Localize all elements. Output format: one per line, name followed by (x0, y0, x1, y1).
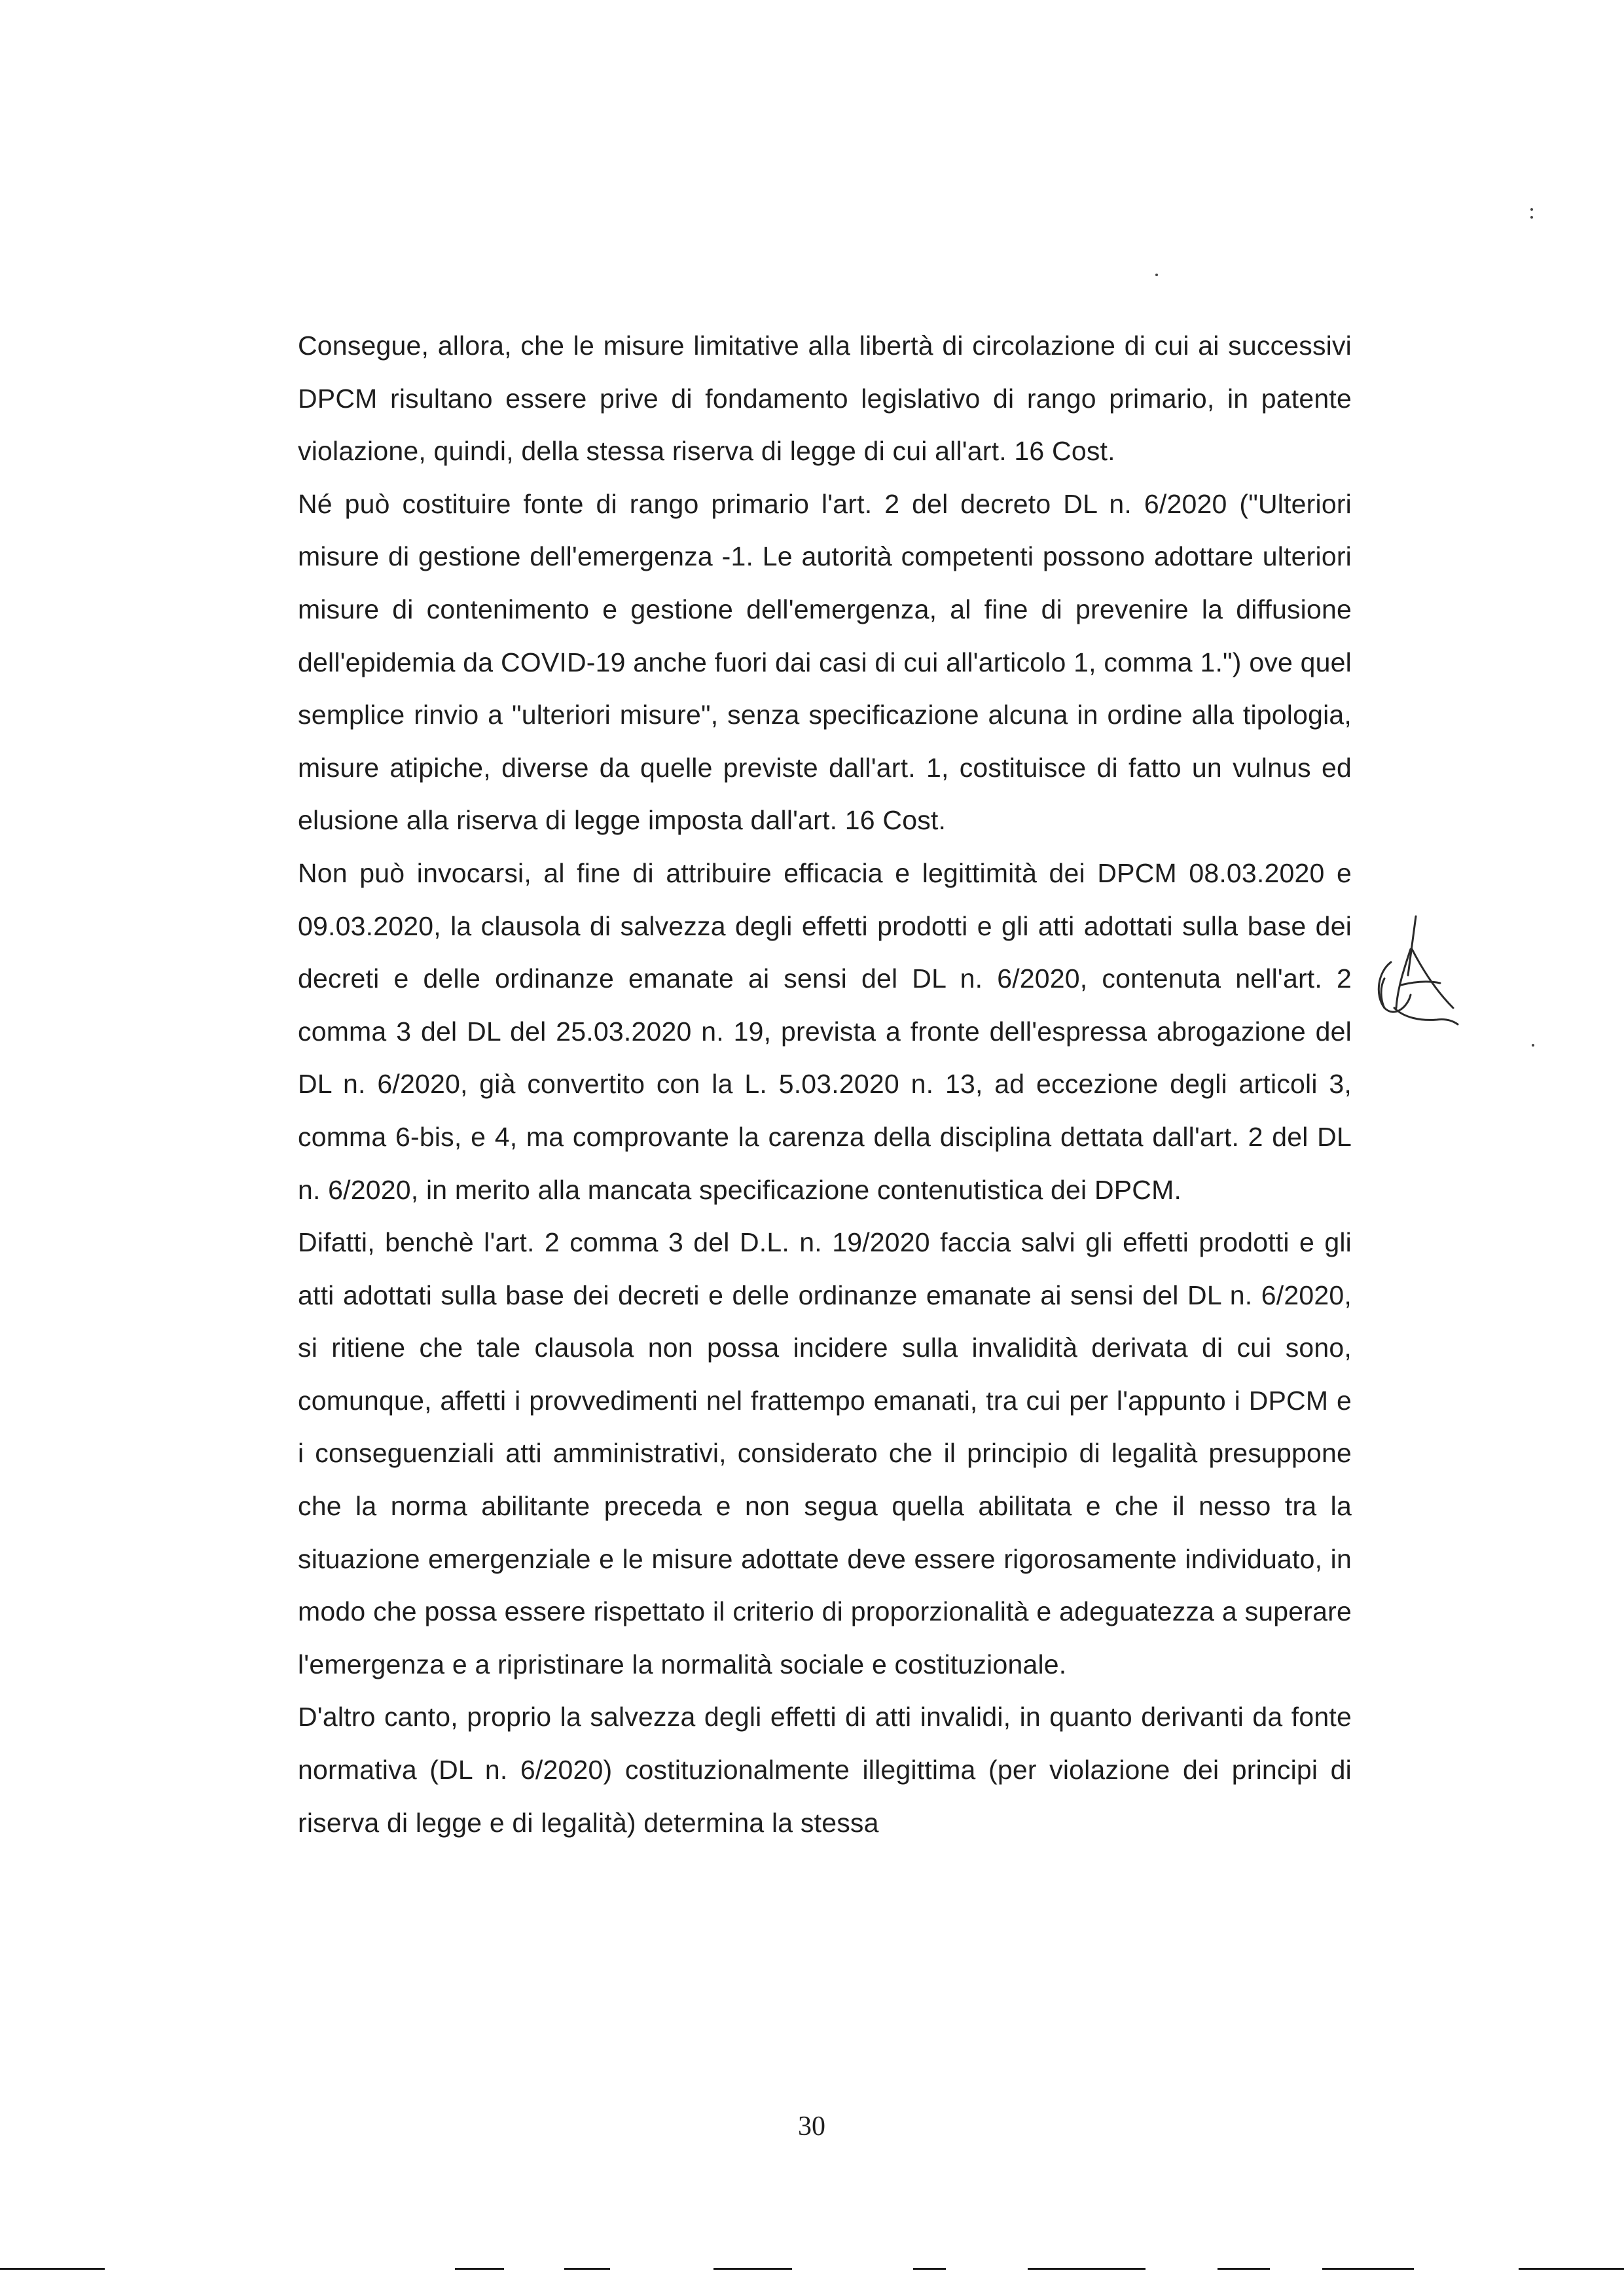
scan-edge-mark (713, 2268, 792, 2270)
scan-edge-mark (564, 2268, 610, 2270)
scan-speck (1530, 216, 1533, 219)
scan-edge-mark (455, 2268, 504, 2270)
paragraph-4: Difatti, benchè l'art. 2 comma 3 del D.L. n. 19/2020 faccia salvi gli effetti prodotti e gli atti adottati sulla base dei decreti e delle ordinanze emanate ai sensi del DL n. 6/2020, si ritiene che tale clausola non possa incidere sulla invalidità derivata di cui sono, comunque, affetti i provvedimenti nel frattempo emanati, tra cui per l'appunto i DPCM e i conseguenziali atti amministrativi, considerato che il principio di legalità presuppone che la norma abilitante preceda e non segua quella abilitata e che il nesso tra la situazione emergenziale e le misure adottate deve essere rigorosamente individuato, in modo che possa essere rispettato il criterio di proporzionalità e adeguatezza a superare l'emergenza e a ripristinare la normalità sociale e costituzionale. (298, 1227, 1352, 1679)
scan-edge-mark (1028, 2268, 1146, 2270)
scan-edge-mark (1322, 2268, 1414, 2270)
scan-speck (1530, 208, 1533, 211)
scan-edge-mark (1519, 2268, 1624, 2270)
handwritten-signature (1365, 910, 1463, 1060)
scan-speck (1155, 274, 1158, 276)
paragraph-1: Consegue, allora, che le misure limitative alla libertà di circolazione di cui ai successivi DPCM risultano essere prive di fondamento legislativo di rango primario, in patente violazione, quindi, della stessa riserva di legge di cui all'art. 16 Cost. (298, 331, 1352, 467)
body-text (298, 319, 1352, 1849)
page-number: 30 (798, 2111, 825, 2142)
paragraph-2: Né può costituire fonte di rango primario l'art. 2 del decreto DL n. 6/2020 ("Ulteriori misure di gestione dell'emergenza -1. Le autorità competenti possono adottare ulteriori misure di contenimento e gestione dell'emergenza, al fine di prevenire la diffusione dell'epidemia da COVID-19 anche fuori dai casi di cui all'articolo 1, comma 1.") ove quel semplice rinvio a "ulteriori misure", senza specificazione alcuna in ordine alla tipologia, misure atipiche, diverse da quelle previste dall'art. 1, costituisce di fatto un vulnus ed elusione alla riserva di legge imposta dall'art. 16 Cost. (298, 488, 1352, 836)
paragraph-5: D'altro canto, proprio la salvezza degli effetti di atti invalidi, in quanto derivanti da fonte normativa (DL n. 6/2020) costituzionalmente illegittima (per violazione dei principi di riserva di legge e di legalità) determina la stessa (298, 1702, 1352, 1838)
paragraph-3: Non può invocarsi, al fine di attribuire efficacia e legittimità dei DPCM 08.03.2020 e 09.03.2020, la clausola di salvezza degli effetti prodotti e gli atti adottati sulla base dei decreti e delle ordinanze emanate ai sensi del DL n. 6/2020, contenuta nell'art. 2 comma 3 del DL del 25.03.2020 n. 19, prevista a fronte dell'espressa abrogazione del DL n. 6/2020, già convertito con la L. 5.03.2020 n. 13, ad eccezione degli articoli 3, comma 6-bis, e 4, ma comprovante la carenza della disciplina dettata dall'art. 2 del DL n. 6/2020, in merito alla mancata specificazione contenutistica dei DPCM. (298, 857, 1352, 1205)
scan-edge-mark (913, 2268, 946, 2270)
scan-edge-mark (0, 2268, 105, 2270)
scan-edge-mark (1218, 2268, 1270, 2270)
scan-speck (1532, 1044, 1534, 1047)
